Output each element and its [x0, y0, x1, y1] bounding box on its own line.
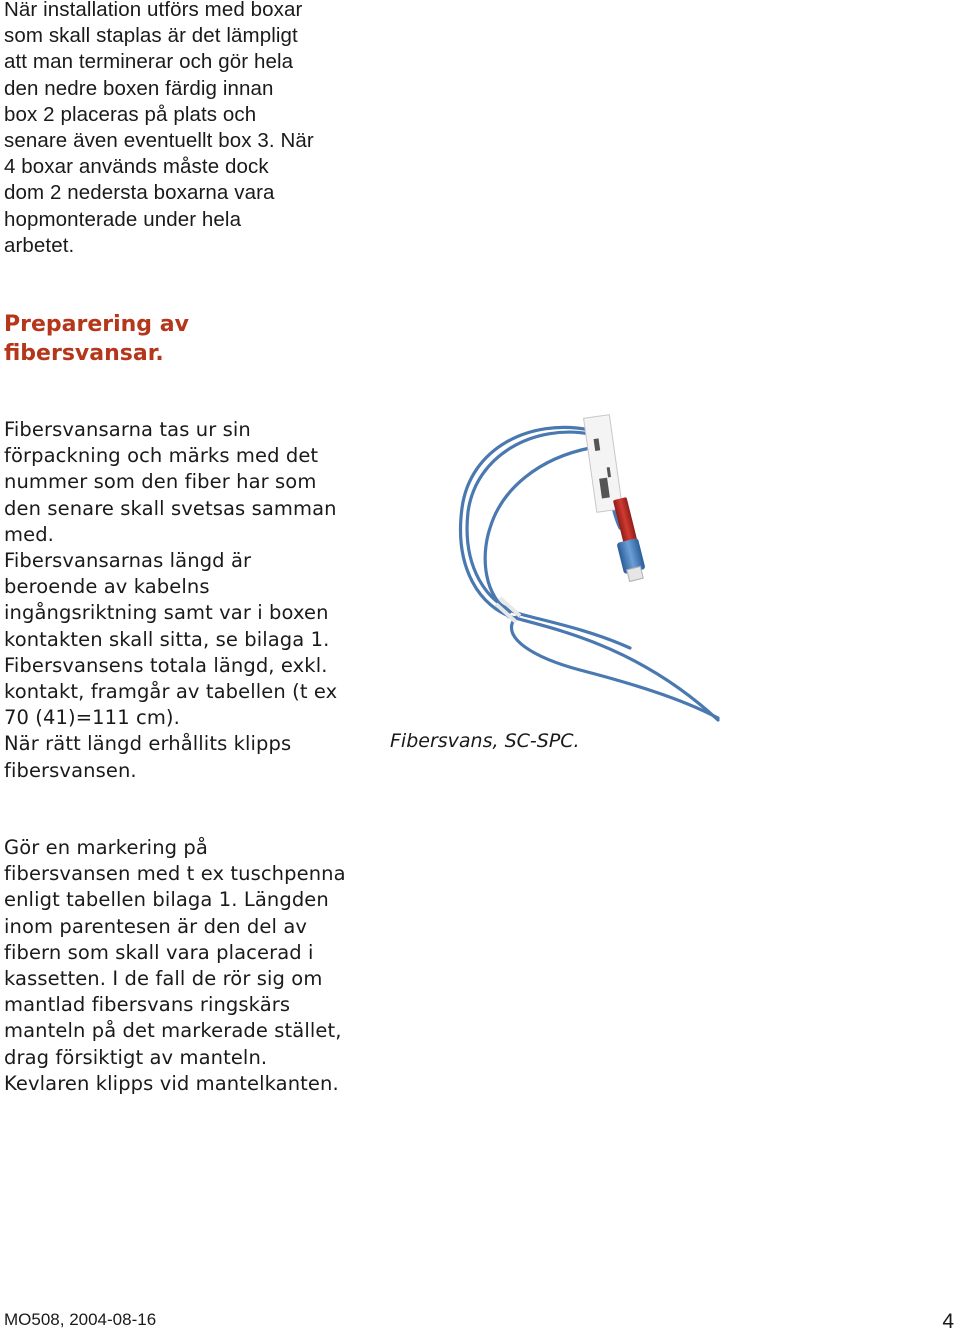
- text-line: som skall staplas är det lämpligt: [4, 24, 298, 48]
- heading-line: Preparering av: [4, 312, 189, 337]
- marking-paragraph: [4, 835, 344, 1097]
- cable-coil: [461, 427, 718, 720]
- figure-caption: Fibersvans, SC-SPC.: [390, 730, 580, 752]
- text-line: kassetten. I de fall de rör sig om: [4, 967, 323, 991]
- text-line: mantlad fibersvans ringskärs: [4, 993, 291, 1017]
- text-line: dom 2 nedersta boxarna vara: [4, 181, 275, 205]
- text-line: att man terminerar och gör hela: [4, 50, 294, 74]
- text-line: kontakt, framgår av tabellen (t ex: [4, 680, 338, 704]
- text-line: hopmonterade under hela: [4, 207, 242, 231]
- text-line: med.: [4, 522, 54, 546]
- text-line: När installation utförs med boxar: [4, 0, 303, 21]
- text-line: fibern som skall vara placerad i: [4, 940, 314, 964]
- text-line: Fibersvansarna tas ur sin: [4, 418, 251, 441]
- preparation-paragraph: [4, 417, 344, 784]
- text-line: inom parentesen är den del av: [4, 914, 308, 938]
- text-line: Fibersvansens totala längd, exkl.: [4, 653, 328, 677]
- text-line: den nedre boxen färdig innan: [4, 76, 274, 100]
- heading-line: fibersvansar.: [4, 341, 164, 366]
- text-line: enligt tabellen bilaga 1. Längden: [4, 888, 329, 912]
- sc-connector: [613, 497, 646, 582]
- text-line: kontakten skall sitta, se bilaga 1.: [4, 627, 330, 651]
- text-line: arbetet.: [4, 233, 75, 257]
- text-line: box 2 placeras på plats och: [4, 102, 257, 126]
- text-line: fibersvansen.: [4, 758, 137, 782]
- text-line: den senare skall svetsas samman: [4, 496, 337, 520]
- text-line: beroende av kabelns: [4, 575, 210, 599]
- intro-paragraph: [4, 0, 344, 259]
- text-line: Kevlaren klipps vid mantelkanten.: [4, 1071, 339, 1095]
- section-heading: [4, 310, 189, 368]
- text-line: drag försiktigt av manteln.: [4, 1045, 268, 1069]
- text-line: Gör en markering på: [4, 836, 208, 859]
- text-line: När rätt längd erhållits klipps: [4, 732, 292, 756]
- text-line: manteln på det markerade stället,: [4, 1019, 342, 1043]
- fiber-label-tag: [584, 415, 623, 513]
- text-line: ingångsriktning samt var i boxen: [4, 601, 329, 625]
- text-line: Fibersvansarnas längd är: [4, 549, 252, 573]
- text-line: 4 boxar används måste dock: [4, 155, 269, 179]
- text-line: nummer som den fiber har som: [4, 470, 317, 494]
- footer-doc-id: MO508, 2004-08-16: [4, 1310, 157, 1329]
- fiber-pigtail-image: [440, 408, 810, 728]
- text-line: förpackning och märks med det: [4, 444, 319, 468]
- page-number: 4: [942, 1310, 954, 1333]
- text-line: 70 (41)=111 cm).: [4, 706, 180, 730]
- text-line: senare även eventuellt box 3. När: [4, 129, 314, 153]
- text-line: fibersvansen med t ex tuschpenna: [4, 862, 346, 886]
